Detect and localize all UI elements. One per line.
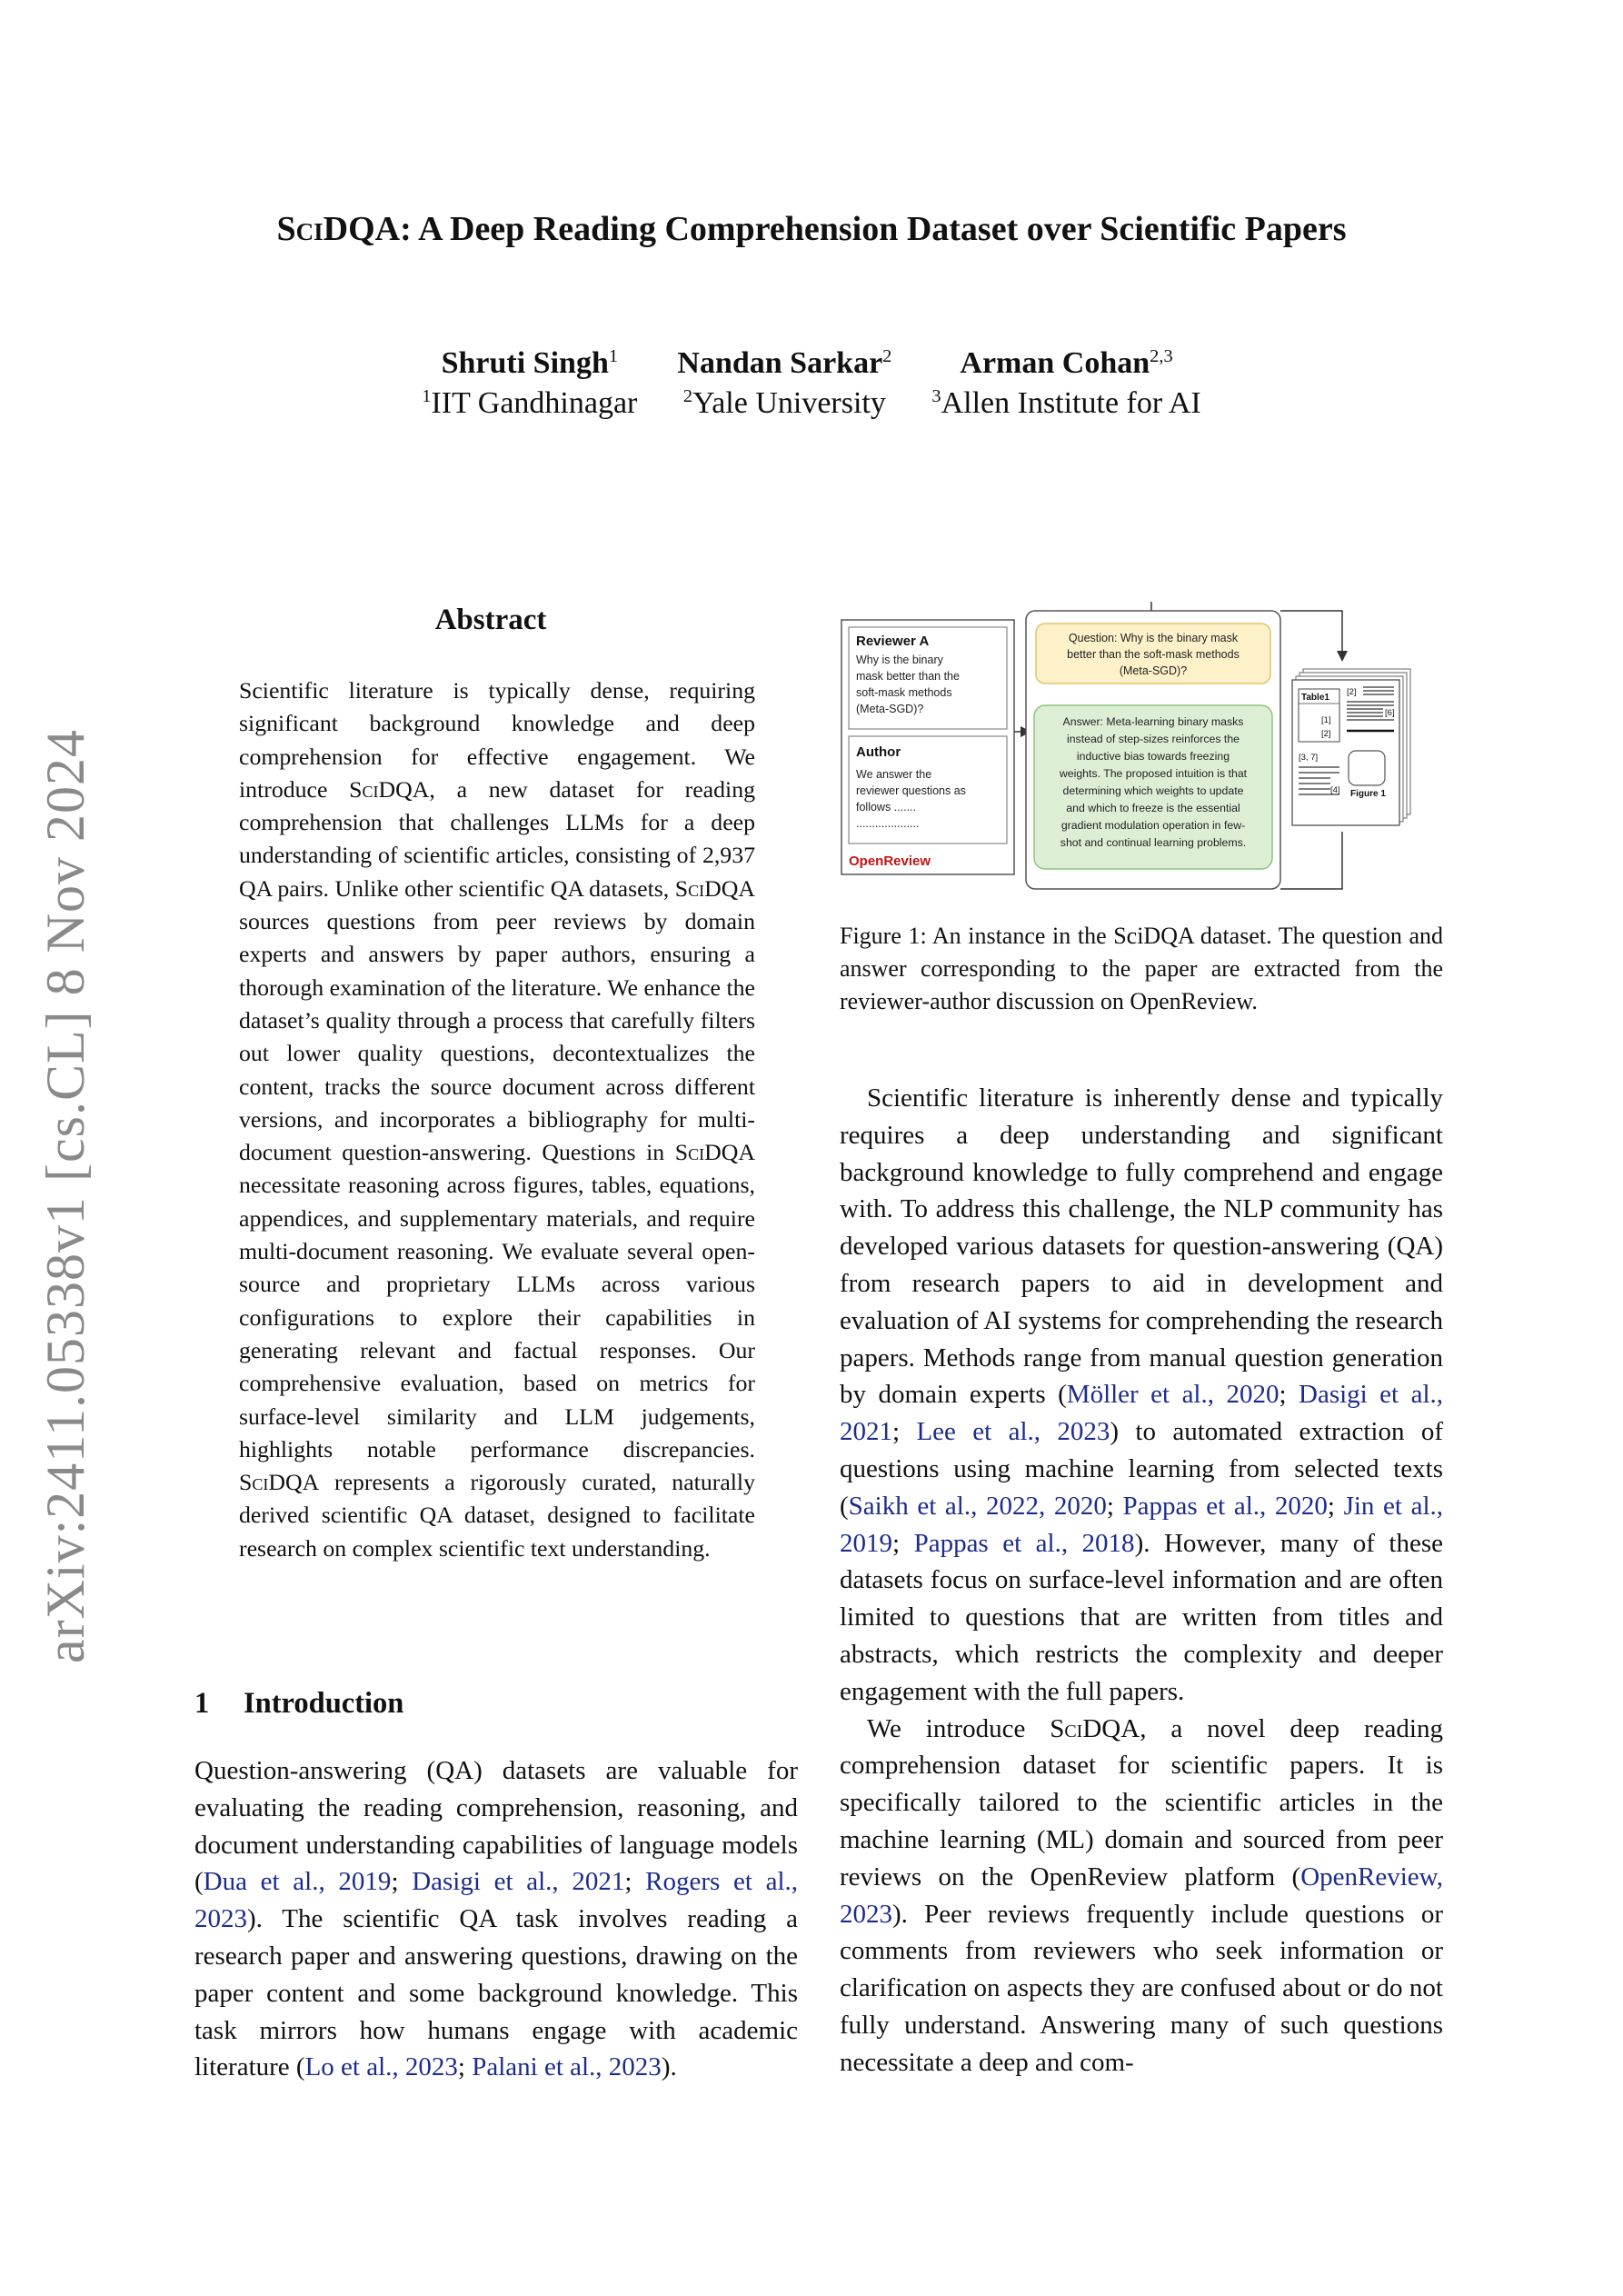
- brand-name: SciDQA: [239, 1469, 320, 1496]
- title-brand-rest: DQA: [323, 210, 401, 248]
- author-line: reviewer questions as: [856, 784, 966, 797]
- citation-link[interactable]: Möller et al., 2020: [1066, 1380, 1279, 1410]
- body-text: ;: [1279, 1380, 1299, 1410]
- doc-ref: [2]: [1321, 729, 1331, 739]
- citation-link[interactable]: Pappas et al., 2020: [1122, 1491, 1328, 1521]
- citation-link[interactable]: Palani et al., 2023: [472, 2052, 662, 2082]
- answer-line: and which to freeze is the essential: [1066, 802, 1240, 814]
- body-text: ;: [892, 1528, 914, 1558]
- title-rest: : A Deep Reading Comprehension Dataset over Scientific Papers: [400, 210, 1347, 248]
- author-2: [677, 344, 891, 424]
- citation-link[interactable]: Dasigi et al., 2021: [840, 1380, 1443, 1447]
- abstract-text: sources questions from peer reviews by domain experts and answers by paper authors, ensuring a thorough examination of the literature. We enhance the dataset’s quality through a process that carefully filters out lower quality questions, decontextualizes the content, tracks the source document across different versions, and incorporates a bibliography for multi-document question-answering. Questions in: [239, 908, 755, 1166]
- section-title: Introduction: [244, 1687, 404, 1720]
- answer-line: instead of step-sizes reinforces the: [1066, 733, 1240, 745]
- body-text: ). However, many of these datasets focus on surface-level information and are often limited to questions that are written from titles and abstracts, which restricts the complexity and deeper engagement with the full papers.: [840, 1528, 1443, 1706]
- answer-line: inductive bias towards freezing: [1076, 750, 1230, 763]
- question-line: (Meta-SGD)?: [1119, 664, 1188, 677]
- body-text: ).: [661, 2052, 677, 2082]
- citation-link[interactable]: Jin et al., 2019: [840, 1491, 1444, 1558]
- doc-figure-label: Figure 1: [1350, 789, 1386, 799]
- author-3: [931, 344, 1200, 424]
- doc-ref: [4]: [1330, 785, 1340, 795]
- body-text: ;: [457, 2052, 473, 2082]
- reviewer-line: mask better than the: [856, 670, 960, 683]
- affiliation-sup: 3: [931, 385, 941, 406]
- body-text: Question-answering (QA) datasets are valuable for evaluating the reading comprehension, reasoning, and document understanding capabilities of language models (: [194, 1756, 798, 1897]
- author-name: Nandan Sarkar: [677, 346, 883, 380]
- body-text: ). Peer reviews frequently include questions or comments from reviewers who seek information or clarification on aspects they are confused about or do not fully understand. Answering many of such questions necessitate a deep and com-: [840, 1899, 1443, 2077]
- body-text: ;: [624, 1867, 646, 1897]
- answer-line: shot and continual learning problems.: [1060, 836, 1247, 849]
- right-column: [840, 1080, 1443, 2081]
- paper-document-icon: [1292, 669, 1410, 825]
- intro-paragraph-right-2: [840, 1711, 1443, 2081]
- reviewer-title: Reviewer A: [856, 634, 930, 649]
- citation-link[interactable]: Dua et al., 2019: [203, 1867, 392, 1897]
- section-heading-introduction: [194, 1687, 403, 1721]
- body-text: Scientific literature is inherently dense and typically requires a deep understanding and significant background knowledge to fully comprehend and engage with. To address this challenge, the NLP community has developed various datasets for question-answering (QA) from research papers to aid in development and evaluation of AI systems for comprehending the research papers. Methods range from manual question generation by domain experts (: [840, 1083, 1443, 1410]
- author-name: Arman Cohan: [960, 346, 1150, 380]
- author-line: We answer the: [856, 768, 932, 781]
- arxiv-stamp: arXiv:2411.05338v1 [cs.CL] 8 Nov 2024: [35, 729, 95, 1663]
- author-line: follows .......: [856, 801, 916, 814]
- abstract-body: [239, 674, 755, 1565]
- intro-left-paragraph: [194, 1752, 798, 2086]
- body-text: ;: [892, 1417, 917, 1447]
- affiliation: IIT Gandhinagar: [431, 386, 638, 420]
- author-sup: 2,3: [1150, 345, 1173, 366]
- citation-link[interactable]: OpenReview, 2023: [840, 1862, 1443, 1929]
- body-text: ;: [1327, 1491, 1344, 1521]
- answer-line: determining which weights to update: [1062, 784, 1244, 797]
- figure-1: [840, 600, 1443, 900]
- author-sup: 2: [882, 345, 892, 366]
- brand-name: SciDQA: [674, 1139, 755, 1166]
- body-text: ). The scientific QA task involves reading a research paper and answering questions, drawing on the paper content and some background knowledge. This task mirrors how humans engage with academic literature (: [194, 1904, 798, 2082]
- brand-name: SciDQA: [349, 775, 430, 803]
- body-text: , a novel deep reading comprehension dataset for scientific papers. It is specifically tailored to the scientific articles in the machine learning (ML) domain and sourced from peer reviews on the OpenReview platform (: [840, 1713, 1443, 1892]
- doc-table-label: Table1: [1301, 693, 1329, 703]
- abstract-text: Scientific literature is typically dense, requiring significant background knowledge and deep comprehension for effective engagement. We introduce: [239, 677, 755, 803]
- figure-caption: Figure 1: An instance in the SciDQA dataset. The question and answer corresponding to the paper are extracted from the reviewer-author discussion on OpenReview.: [840, 923, 1443, 1014]
- author-line: ....................: [856, 817, 920, 830]
- doc-ref: [3, 7]: [1299, 753, 1319, 763]
- reviewer-line: Why is the binary: [856, 654, 943, 666]
- doc-ref: [2]: [1347, 687, 1357, 697]
- citation-link[interactable]: Pappas et al., 2018: [913, 1528, 1135, 1558]
- citation-link[interactable]: Lee et al., 2023: [916, 1417, 1110, 1447]
- citation-link[interactable]: Dasigi et al., 2021: [412, 1867, 625, 1897]
- body-text: ;: [391, 1867, 413, 1897]
- citation-link[interactable]: Lo et al., 2023: [304, 2052, 458, 2082]
- body-text: ) to automated extraction of questions using machine learning from selected texts (: [840, 1417, 1443, 1521]
- body-text: We introduce: [867, 1713, 1050, 1743]
- citation-link[interactable]: Saikh et al., 2022, 2020: [848, 1491, 1107, 1521]
- openreview-label: OpenReview: [849, 854, 931, 869]
- body-text: ;: [1106, 1491, 1123, 1521]
- doc-ref: [6]: [1385, 708, 1395, 718]
- connector-line: [1280, 832, 1342, 889]
- author-title: Author: [856, 744, 901, 760]
- question-line: better than the soft-mask methods: [1067, 648, 1240, 661]
- abstract-heading: Abstract: [434, 604, 547, 636]
- author-name: Shruti Singh: [441, 346, 609, 380]
- section-number: 1: [194, 1687, 210, 1720]
- affiliation: Yale University: [692, 386, 886, 420]
- brand-name: SciDQA: [674, 874, 755, 902]
- brand-name: SciDQA: [1050, 1713, 1140, 1743]
- question-line: Question: Why is the binary mask: [1068, 632, 1239, 644]
- author-block: [0, 344, 1623, 424]
- doc-ref: [1]: [1321, 715, 1331, 725]
- abstract-text: , a new dataset for reading comprehension that challenges LLMs for a deep understanding of scientific articles, consisting of 2,937 QA pairs. Unlike other scientific QA datasets,: [239, 775, 755, 902]
- connector-line: [1280, 611, 1342, 656]
- author-sup: 1: [608, 345, 619, 366]
- affiliation-sup: 1: [422, 385, 432, 406]
- answer-line: gradient modulation operation in few-: [1060, 819, 1246, 832]
- paper-title: [0, 209, 1623, 249]
- abstract-text: represents a rigorously curated, naturally derived scientific QA dataset, designed to facilitate research on complex scientific text understanding.: [239, 1469, 755, 1562]
- title-brand-caps: ci: [295, 210, 324, 248]
- answer-line: Answer: Meta-learning binary masks: [1062, 715, 1244, 728]
- citation-link[interactable]: Rogers et al., 2023: [194, 1867, 799, 1934]
- intro-paragraph-right-1: [840, 1080, 1443, 1711]
- affiliation-sup: 2: [682, 385, 693, 406]
- answer-line: weights. The proposed intuition is that: [1059, 767, 1248, 780]
- author-1: [422, 344, 637, 424]
- title-brand-first: S: [276, 210, 296, 248]
- abstract-text: necessitate reasoning across figures, tables, equations, appendices, and supplementary materials, and require multi-document reasoning. We evaluate several open-source and proprietary LLMs across various configurations to explore their capabilities in generating relevant and factual responses. Our comprehensive evaluation, based on metrics for surface-level similarity and LLM judgements, highlights notable performance discrepancies.: [239, 1172, 755, 1462]
- reviewer-line: (Meta-SGD)?: [856, 703, 924, 715]
- affiliation: Allen Institute for AI: [941, 386, 1201, 420]
- reviewer-line: soft-mask methods: [856, 686, 952, 699]
